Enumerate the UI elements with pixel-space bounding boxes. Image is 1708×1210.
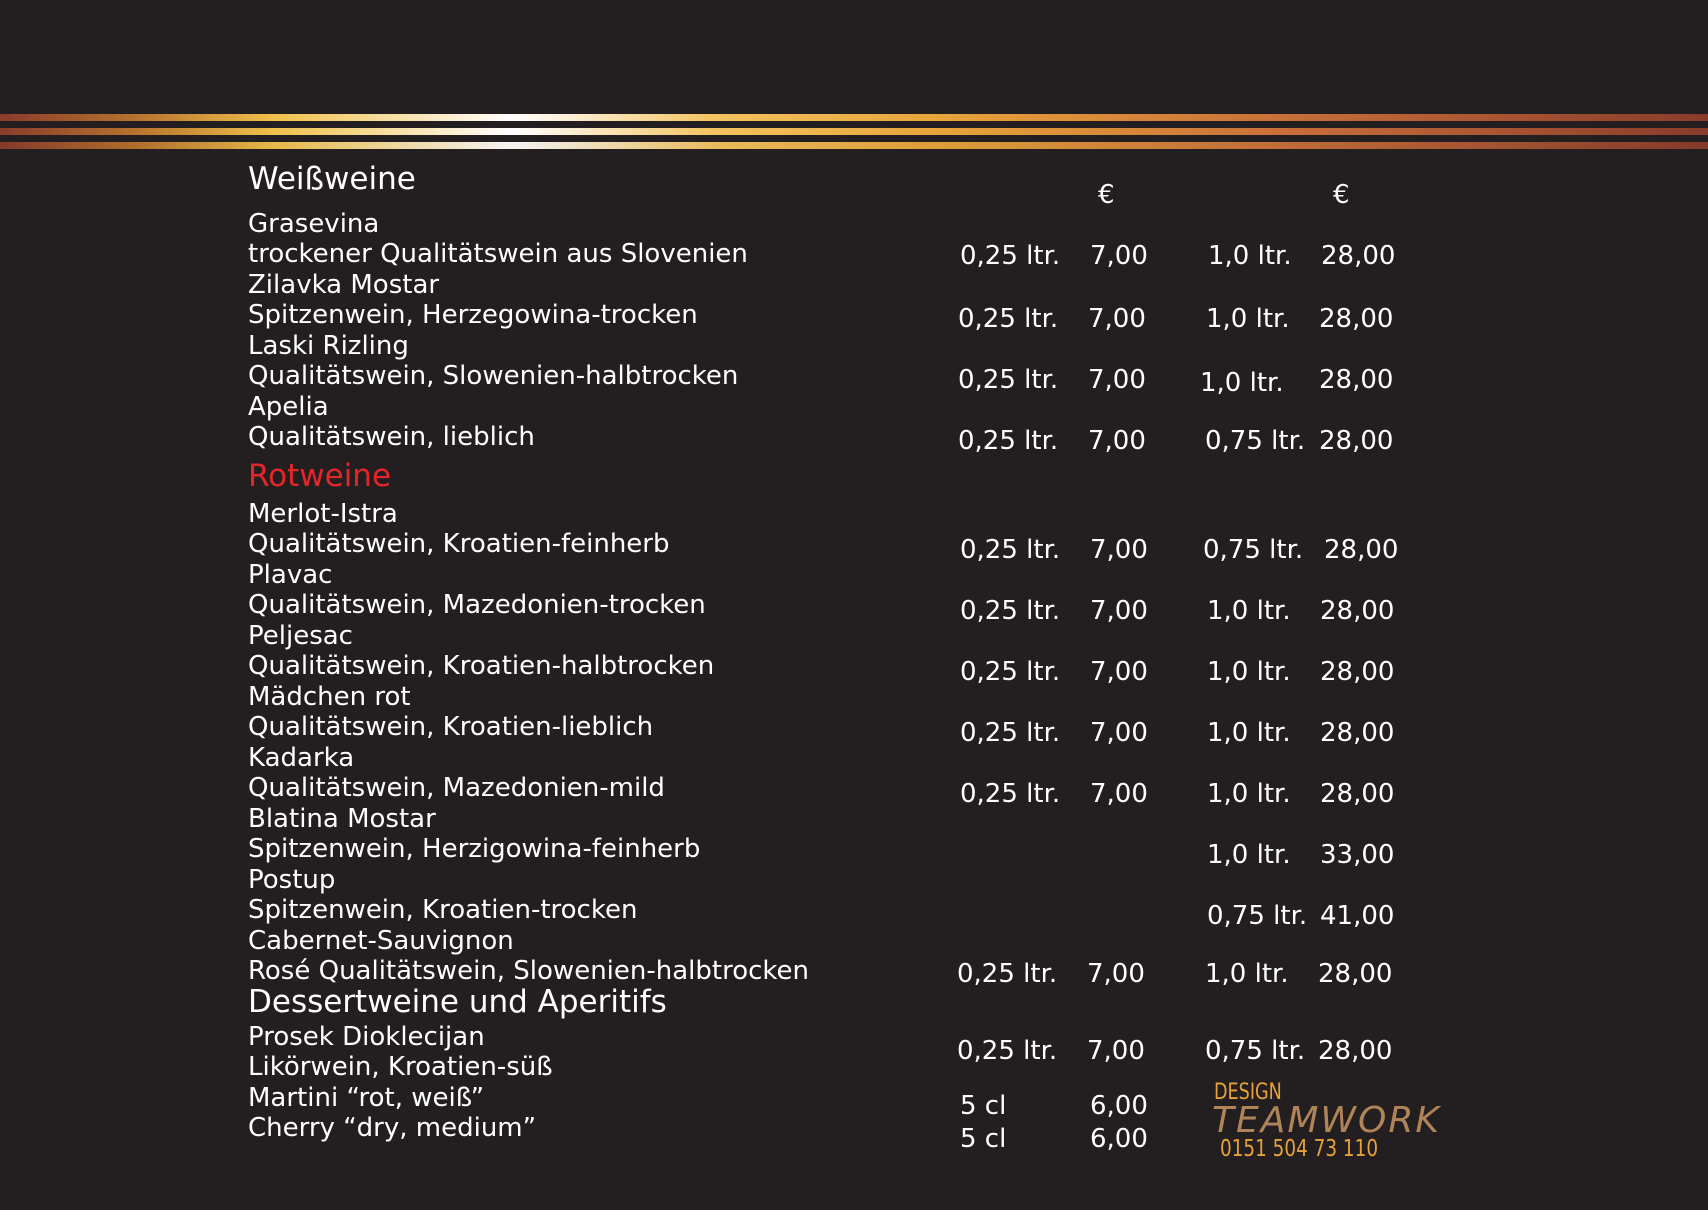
logo-design-text: DESIGN [1214, 1080, 1282, 1105]
volume-small: 0,25 ltr. [960, 596, 1061, 626]
wine-description: Spitzenwein, Kroatien-trocken [248, 895, 638, 925]
volume-small: 0,25 ltr. [960, 779, 1061, 809]
price-small: 7,00 [1088, 304, 1146, 334]
price-large: 28,00 [1324, 535, 1399, 565]
volume-small: 0,25 ltr. [958, 365, 1059, 395]
price-small: 6,00 [1090, 1124, 1148, 1154]
wine-description: Qualitätswein, Mazedonien-mild [248, 773, 665, 803]
volume-small: 5 cl [960, 1124, 1007, 1154]
volume-small: 0,25 ltr. [957, 1036, 1058, 1066]
volume-large: 1,0 ltr. [1207, 840, 1291, 870]
volume-large: 1,0 ltr. [1207, 779, 1291, 809]
volume-large: 0,75 ltr. [1205, 426, 1306, 456]
wine-name: Merlot-Istra [248, 499, 398, 529]
price-large: 28,00 [1320, 596, 1395, 626]
volume-small: 0,25 ltr. [960, 718, 1061, 748]
wine-name: Cherry “dry, medium” [248, 1113, 537, 1143]
decorative-stripe [0, 142, 1708, 149]
volume-small: 0,25 ltr. [957, 959, 1058, 989]
wine-description: Rosé Qualitätswein, Slowenien-halbtrocken [248, 956, 810, 986]
volume-large: 0,75 ltr. [1203, 535, 1304, 565]
volume-small: 0,25 ltr. [958, 426, 1059, 456]
price-large: 28,00 [1320, 718, 1395, 748]
price-small: 6,00 [1090, 1091, 1148, 1121]
volume-large: 1,0 ltr. [1207, 657, 1291, 687]
price-large: 28,00 [1321, 241, 1396, 271]
price-small: 7,00 [1090, 535, 1148, 565]
wine-description: Likörwein, Kroatien-süß [248, 1052, 553, 1082]
volume-large: 1,0 ltr. [1208, 241, 1292, 271]
wine-name: Kadarka [248, 743, 355, 773]
price-small: 7,00 [1090, 241, 1148, 271]
wine-name: Prosek Dioklecijan [248, 1022, 485, 1052]
wine-description: Qualitätswein, Kroatien-lieblich [248, 712, 654, 742]
price-small: 7,00 [1087, 959, 1145, 989]
wine-name: Grasevina [248, 209, 380, 239]
section-title-red-wines: Rotweine [248, 458, 392, 494]
price-large: 28,00 [1318, 959, 1393, 989]
volume-large: 1,0 ltr. [1207, 596, 1291, 626]
price-large: 28,00 [1320, 657, 1395, 687]
wine-name: Martini “rot, weiß” [248, 1083, 485, 1113]
wine-name: Mädchen rot [248, 682, 411, 712]
section-title-white-wines: Weißweine [248, 161, 416, 197]
volume-small: 0,25 ltr. [960, 657, 1061, 687]
wine-description: Qualitätswein, Kroatien-feinherb [248, 529, 670, 559]
volume-large: 1,0 ltr. [1206, 304, 1290, 334]
currency-header: € [1098, 180, 1115, 210]
logo-teamwork-text: TEAMWORK [1212, 1100, 1441, 1141]
volume-large: 1,0 ltr. [1200, 368, 1284, 398]
price-large: 28,00 [1318, 1036, 1393, 1066]
price-large: 28,00 [1320, 779, 1395, 809]
volume-large: 1,0 ltr. [1207, 718, 1291, 748]
decorative-stripe [0, 114, 1708, 121]
decorative-stripe [0, 128, 1708, 135]
currency-header: € [1333, 180, 1350, 210]
wine-description: Spitzenwein, Herzigowina-feinherb [248, 834, 701, 864]
wine-description: Qualitätswein, Slowenien-halbtrocken [248, 361, 739, 391]
volume-small: 0,25 ltr. [960, 535, 1061, 565]
price-large: 41,00 [1320, 901, 1395, 931]
price-small: 7,00 [1087, 1036, 1145, 1066]
wine-name: Postup [248, 865, 336, 895]
wine-description: Qualitätswein, Mazedonien-trocken [248, 590, 706, 620]
price-small: 7,00 [1088, 365, 1146, 395]
price-small: 7,00 [1090, 718, 1148, 748]
wine-description: trockener Qualitätswein aus Slovenien [248, 239, 748, 269]
wine-name: Plavac [248, 560, 333, 590]
wine-name: Zilavka Mostar [248, 270, 440, 300]
price-large: 33,00 [1320, 840, 1395, 870]
wine-name: Blatina Mostar [248, 804, 436, 834]
volume-large: 0,75 ltr. [1207, 901, 1308, 931]
wine-description: Qualitätswein, Kroatien-halbtrocken [248, 651, 715, 681]
volume-small: 5 cl [960, 1091, 1007, 1121]
logo-phone-number: 0151 504 73 110 [1220, 1136, 1379, 1162]
section-title-dessert-wines: Dessertweine und Aperitifs [248, 984, 667, 1020]
volume-large: 1,0 ltr. [1205, 959, 1289, 989]
volume-large: 0,75 ltr. [1205, 1036, 1306, 1066]
price-large: 28,00 [1319, 304, 1394, 334]
price-small: 7,00 [1088, 426, 1146, 456]
price-small: 7,00 [1090, 596, 1148, 626]
price-small: 7,00 [1090, 657, 1148, 687]
price-large: 28,00 [1319, 426, 1394, 456]
price-small: 7,00 [1090, 779, 1148, 809]
wine-description: Spitzenwein, Herzegowina-trocken [248, 300, 698, 330]
volume-small: 0,25 ltr. [960, 241, 1061, 271]
wine-description: Qualitätswein, lieblich [248, 422, 535, 452]
volume-small: 0,25 ltr. [958, 304, 1059, 334]
wine-name: Cabernet-Sauvignon [248, 926, 514, 956]
wine-name: Laski Rizling [248, 331, 409, 361]
wine-name: Apelia [248, 392, 329, 422]
wine-name: Peljesac [248, 621, 353, 651]
price-large: 28,00 [1319, 365, 1394, 395]
